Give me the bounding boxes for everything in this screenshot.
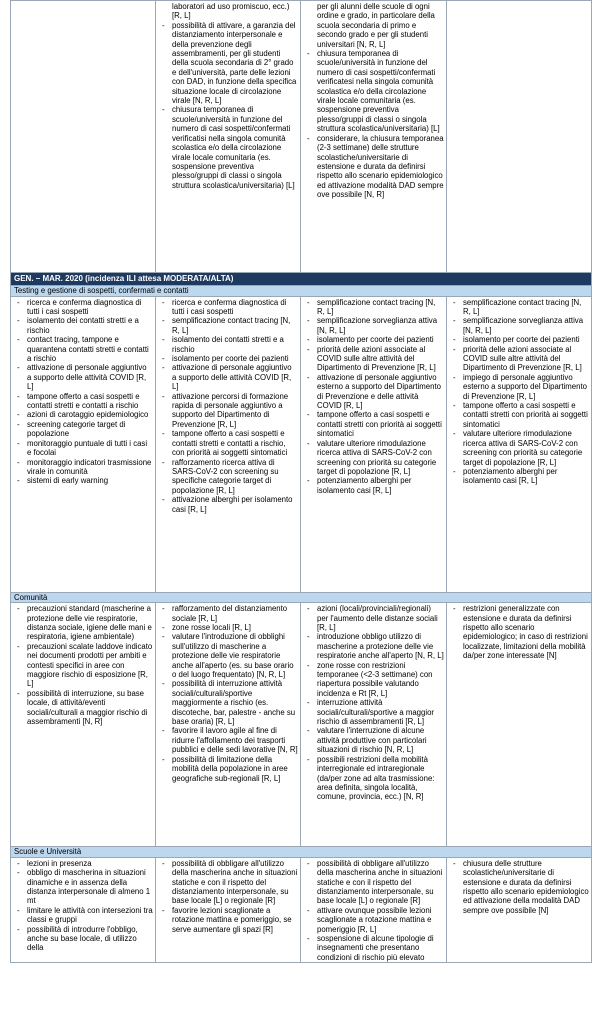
bullet-list [449, 604, 589, 660]
list-item: - monitoraggio puntuale di tutti i casi e focolai [13, 439, 153, 458]
list-item: - azioni (locali/provinciali/regionali) per l'aumento delle distanze sociali [R, L] [303, 604, 444, 632]
list-item: - limitare le attività con intersezioni tra classi e gruppi [13, 906, 153, 925]
list-item: - valutare ulteriore rimodulazione ricerca attiva di SARS-CoV-2 con screening con priorità su categorie target di popolazione [R, L] [303, 439, 444, 477]
section-cell [301, 857, 447, 962]
section-header-row [11, 847, 592, 858]
list-item: - chiusura temporanea di scuole/università in funzione del numero di casi sospetti/confermati verificatesi nella singola comunità scolastica e/o della circolazione virale locale comunitaria (es. sospensione preventiva plesso/gruppi di classi o singola struttura scolastica/universitaria) [L] [303, 49, 444, 134]
continuation-row [11, 1, 592, 273]
list-item: - azioni di carotaggio epidemiologico [13, 410, 153, 419]
section-header-row [11, 592, 592, 603]
top-cell-3 [301, 1, 447, 273]
list-item: - possibilità di interruzione attività sociali/culturali/sportive maggiormente a rischio (es. discoteche, bar, palestre - anche su base oraria) [R, L] [158, 679, 298, 726]
section-cell [156, 603, 301, 847]
list-item: - chiusura delle strutture scolastiche/universitarie di estensione e durata da definirsi rispetto allo scenario epidemiologico ed attivazione della modalità DAD sempre ove possibile [N] [449, 859, 589, 915]
list-item: - isolamento per coorte dei pazienti [449, 335, 589, 344]
list-item: - valutare ulteriore rimodulazione ricerca attiva di SARS-CoV-2 con screening con priorità su categorie target di popolazione [R, L] [449, 429, 589, 467]
list-item: - isolamento per coorte dei pazienti [158, 354, 298, 363]
bullet-list [158, 298, 298, 514]
list-item: - impiego di personale aggiuntivo esterno a supporto del Dipartimento di Prevenzione [R, L] [449, 373, 589, 401]
bullet-list [158, 604, 298, 783]
list-item: - favorire il lavoro agile al fine di ridurre l'affollamento dei trasporti pubblici e delle sedi lavorative [N, R] [158, 726, 298, 754]
list-item: - ricerca e conferma diagnostica di tutti i casi sospetti [158, 298, 298, 317]
bullet-list [303, 859, 444, 962]
list-item: - possibilità di introdurre l'obbligo, anche su base locale, di utilizzo della [13, 925, 153, 953]
document-page [10, 0, 591, 963]
list-item: laboratori ad uso promiscuo, ecc.) [R, L] [172, 2, 290, 21]
section-body-row [11, 296, 592, 592]
list-item: - ricerca e conferma diagnostica di tutti i casi sospetti [13, 298, 153, 317]
list-item: - obbligo di mascherina in situazioni dinamiche e in assenza della distanza interpersonale di almeno 1 mt [13, 868, 153, 906]
list-item: - possibilità di attivare, a garanzia del distanziamento interpersonale e della prevenzione degli assembramenti, per gli studenti della scuola secondaria di 2° grado e dell'università, parte delle lezioni con DAD, in funzione della specifica situazione locale di circolazione virale [N, R, L] [158, 21, 298, 106]
bullet-list [303, 298, 444, 496]
list-item: - considerare, la chiusura temporanea (2-3 settimane) delle strutture scolastiche/universitarie di estensione e durata da definirsi rispetto allo scenario epidemiologico ed attivazione modalità DAD sempre ove possibile [N, R] [303, 134, 444, 200]
list-item: - semplificazione contact tracing [N, R, L] [158, 316, 298, 335]
list-item: - zone rosse con restrizioni temporanee (<2-3 settimane) con riapertura possibile valutando incidenza e Rt [R, L] [303, 661, 444, 699]
list-item: - isolamento dei contatti stretti e a rischio [158, 335, 298, 354]
list-item: - zone rosse locali [R, L] [158, 623, 298, 632]
list-item: - monitoraggio indicatori trasmissione virale in comunità [13, 458, 153, 477]
list-item: - attivazione percorsi di formazione rapida di personale aggiuntivo a supporto del Dipartimento di Prevenzione [R, L] [158, 392, 298, 430]
list-item: - tampone offerto a casi sospetti e contatti stretti e contatti a rischio [13, 392, 153, 411]
measures-table [10, 0, 592, 963]
list-item: - attivazione di personale aggiuntivo a supporto delle attività COVID [R, L] [13, 363, 153, 391]
section-cell [11, 296, 156, 592]
section-cell [11, 857, 156, 962]
section-cell [156, 296, 301, 592]
list-item: - tampone offerto a casi sospetti e contatti stretti con priorità ai soggetti sintomatici [303, 410, 444, 438]
list-item: - sospensione di alcune tipologie di insegnamenti che presentano condizioni di rischio più elevato [303, 934, 444, 962]
list-item: - attivazione di personale aggiuntivo esterno a supporto del Dipartimento di Prevenzione e delle attività COVID [R, L] [303, 373, 444, 411]
list-item: - possibilità di interruzione, su base locale, di attività/eventi sociali/culturali a maggior rischio di assembramenti [N, R] [13, 689, 153, 727]
list-item: - attivazione di personale aggiuntivo a supporto delle attività COVID [R, L] [158, 363, 298, 391]
list-item: - rafforzamento del distanziamento sociale [R, L] [158, 604, 298, 623]
section-cell [447, 296, 592, 592]
list-item: - semplificazione sorveglianza attiva [N, R, L] [303, 316, 444, 335]
list-item: - isolamento dei contatti stretti e a rischio [13, 316, 153, 335]
list-item: - attivazione alberghi per isolamento casi [R, L] [158, 495, 298, 514]
section-cell [156, 857, 301, 962]
section-title: Testing e gestione di sospetti, confermati e contatti [11, 286, 592, 297]
section-cell [447, 603, 592, 847]
section-title: Comunità [11, 592, 592, 603]
list-item: - possibilità di obbligare all'utilizzo della mascherina anche in situazioni statiche e con il rispetto del distanziamento interpersonale, su base locale [L] o regionale [R] [303, 859, 444, 906]
list-item: - attivare ovunque possibile lezioni scaglionate a rotazione mattina e pomeriggio [R, L] [303, 906, 444, 934]
list-item: - favorire lezioni scaglionate a rotazione mattina e pomeriggio, se serve aumentare gli spazi [R] [158, 906, 298, 934]
list-item: - valutare l'introduzione di obblighi sull'utilizzo di mascherine a protezione delle vie respiratorie anche all'aperto (es. su base orario o del luogo frequentato) [N, R, L] [158, 632, 298, 679]
period-header: GEN. – MAR. 2020 (incidenza ILI attesa MODERATA/ALTA) [11, 273, 592, 286]
top-cell-1 [11, 1, 156, 273]
list-item: - tampone offerto a casi sospetti e contatti stretti e contatti a rischio, con priorità ai soggetti sintomatici [158, 429, 298, 457]
section-cell [11, 603, 156, 847]
list-item: - possibili restrizioni della mobilità interregionale ed intraregionale (da/per zone ad alta trasmissione: area definita, singola località, comune, provincia, ecc.) [N, R] [303, 755, 444, 802]
list-item: - rafforzamento ricerca attiva di SARS-CoV-2 con screening su specifiche categorie target di popolazione [R, L] [158, 458, 298, 496]
bullet-list [13, 604, 153, 726]
period-header-row [11, 273, 592, 286]
list-item: - interruzione attività sociali/culturali/sportive a maggior rischio di assembramenti [R, L] [303, 698, 444, 726]
list-item: - restrizioni generalizzate con estensione e durata da definirsi rispetto allo scenario epidemiologico; in caso di restrizioni localizzate, limitazioni della mobilità da/per zone interessate [N] [449, 604, 589, 660]
bullet-list [158, 859, 298, 934]
list-item: - semplificazione contact tracing [N, R, L] [303, 298, 444, 317]
section-cell [301, 296, 447, 592]
list-item: - potenziamento alberghi per isolamento casi [R, L] [303, 476, 444, 495]
list-item: - screening categorie target di popolazione [13, 420, 153, 439]
list-item: - sistemi di early warning [13, 476, 153, 485]
list-item: - semplificazione sorveglianza attiva [N, R, L] [449, 316, 589, 335]
list-item: - valutare l'interruzione di alcune attività produttive con particolari situazioni di rischio [N, R, L] [303, 726, 444, 754]
list-item: - lezioni in presenza [13, 859, 153, 868]
list-item: - introduzione obbligo utilizzo di mascherine a protezione delle vie respiratorie anche all'aperto [N, R, L] [303, 632, 444, 660]
list-item: - tampone offerto a casi sospetti e contatti stretti con priorità ai soggetti sintomatici [449, 401, 589, 429]
list-item: - priorità delle azioni associate al COVID sulle altre attività del Dipartimento di Prevenzione [R, L] [303, 345, 444, 373]
list-item: - precauzioni scalate laddove indicato nei documenti prodotti per ambiti e contesti specifici in aree con maggiore rischio di esposizione [R, L] [13, 642, 153, 689]
top-cell-4 [447, 1, 592, 273]
list-item: - contact tracing, tampone e quarantena contatti stretti e contatti a rischio [13, 335, 153, 363]
bullet-list [303, 604, 444, 802]
bullet-list [13, 298, 153, 486]
list-item: - potenziamento alberghi per isolamento casi [R, L] [449, 467, 589, 486]
section-body-row [11, 603, 592, 847]
bullet-list [449, 859, 589, 915]
bullet-list [449, 298, 589, 486]
section-cell [301, 603, 447, 847]
bullet-list [13, 859, 153, 953]
list-item: - semplificazione contact tracing [N, R, L] [449, 298, 589, 317]
top-cell-2 [156, 1, 301, 273]
list-item: per gli alunni delle scuole di ogni ordine e grado, in particolare della scuola secondaria di primo e secondo grado e per gli studenti universitari [N, R, L] [317, 2, 435, 49]
list-item: - priorità delle azioni associate al COVID sulle altre attività del Dipartimento di Prevenzione [R, L] [449, 345, 589, 373]
list-item: - possibilità di obbligare all'utilizzo della mascherina anche in situazioni statiche e con il rispetto del distanziamento interpersonale, su base locale [L] o regionale [R] [158, 859, 298, 906]
list-item: - isolamento per coorte dei pazienti [303, 335, 444, 344]
section-title: Scuole e Università [11, 847, 592, 858]
section-cell [447, 857, 592, 962]
list-item: - possibilità di limitazione della mobilità della popolazione in aree geografiche sub-regionali [R, L] [158, 755, 298, 783]
section-body-row [11, 857, 592, 962]
list-item: - chiusura temporanea di scuole/università in funzione del numero di casi sospetti/confermati verificatisi nella singola comunità scolastica e/o della circolazione virale locale comunitaria (es. sospensione preventiva plesso/gruppi di classi o singola struttura scolastica/universitaria) [L] [158, 105, 298, 190]
list-item: - precauzioni standard (mascherine a protezione delle vie respiratorie, distanza sociale, igiene delle mani e respiratoria, igiene ambientale) [13, 604, 153, 642]
section-header-row [11, 286, 592, 297]
